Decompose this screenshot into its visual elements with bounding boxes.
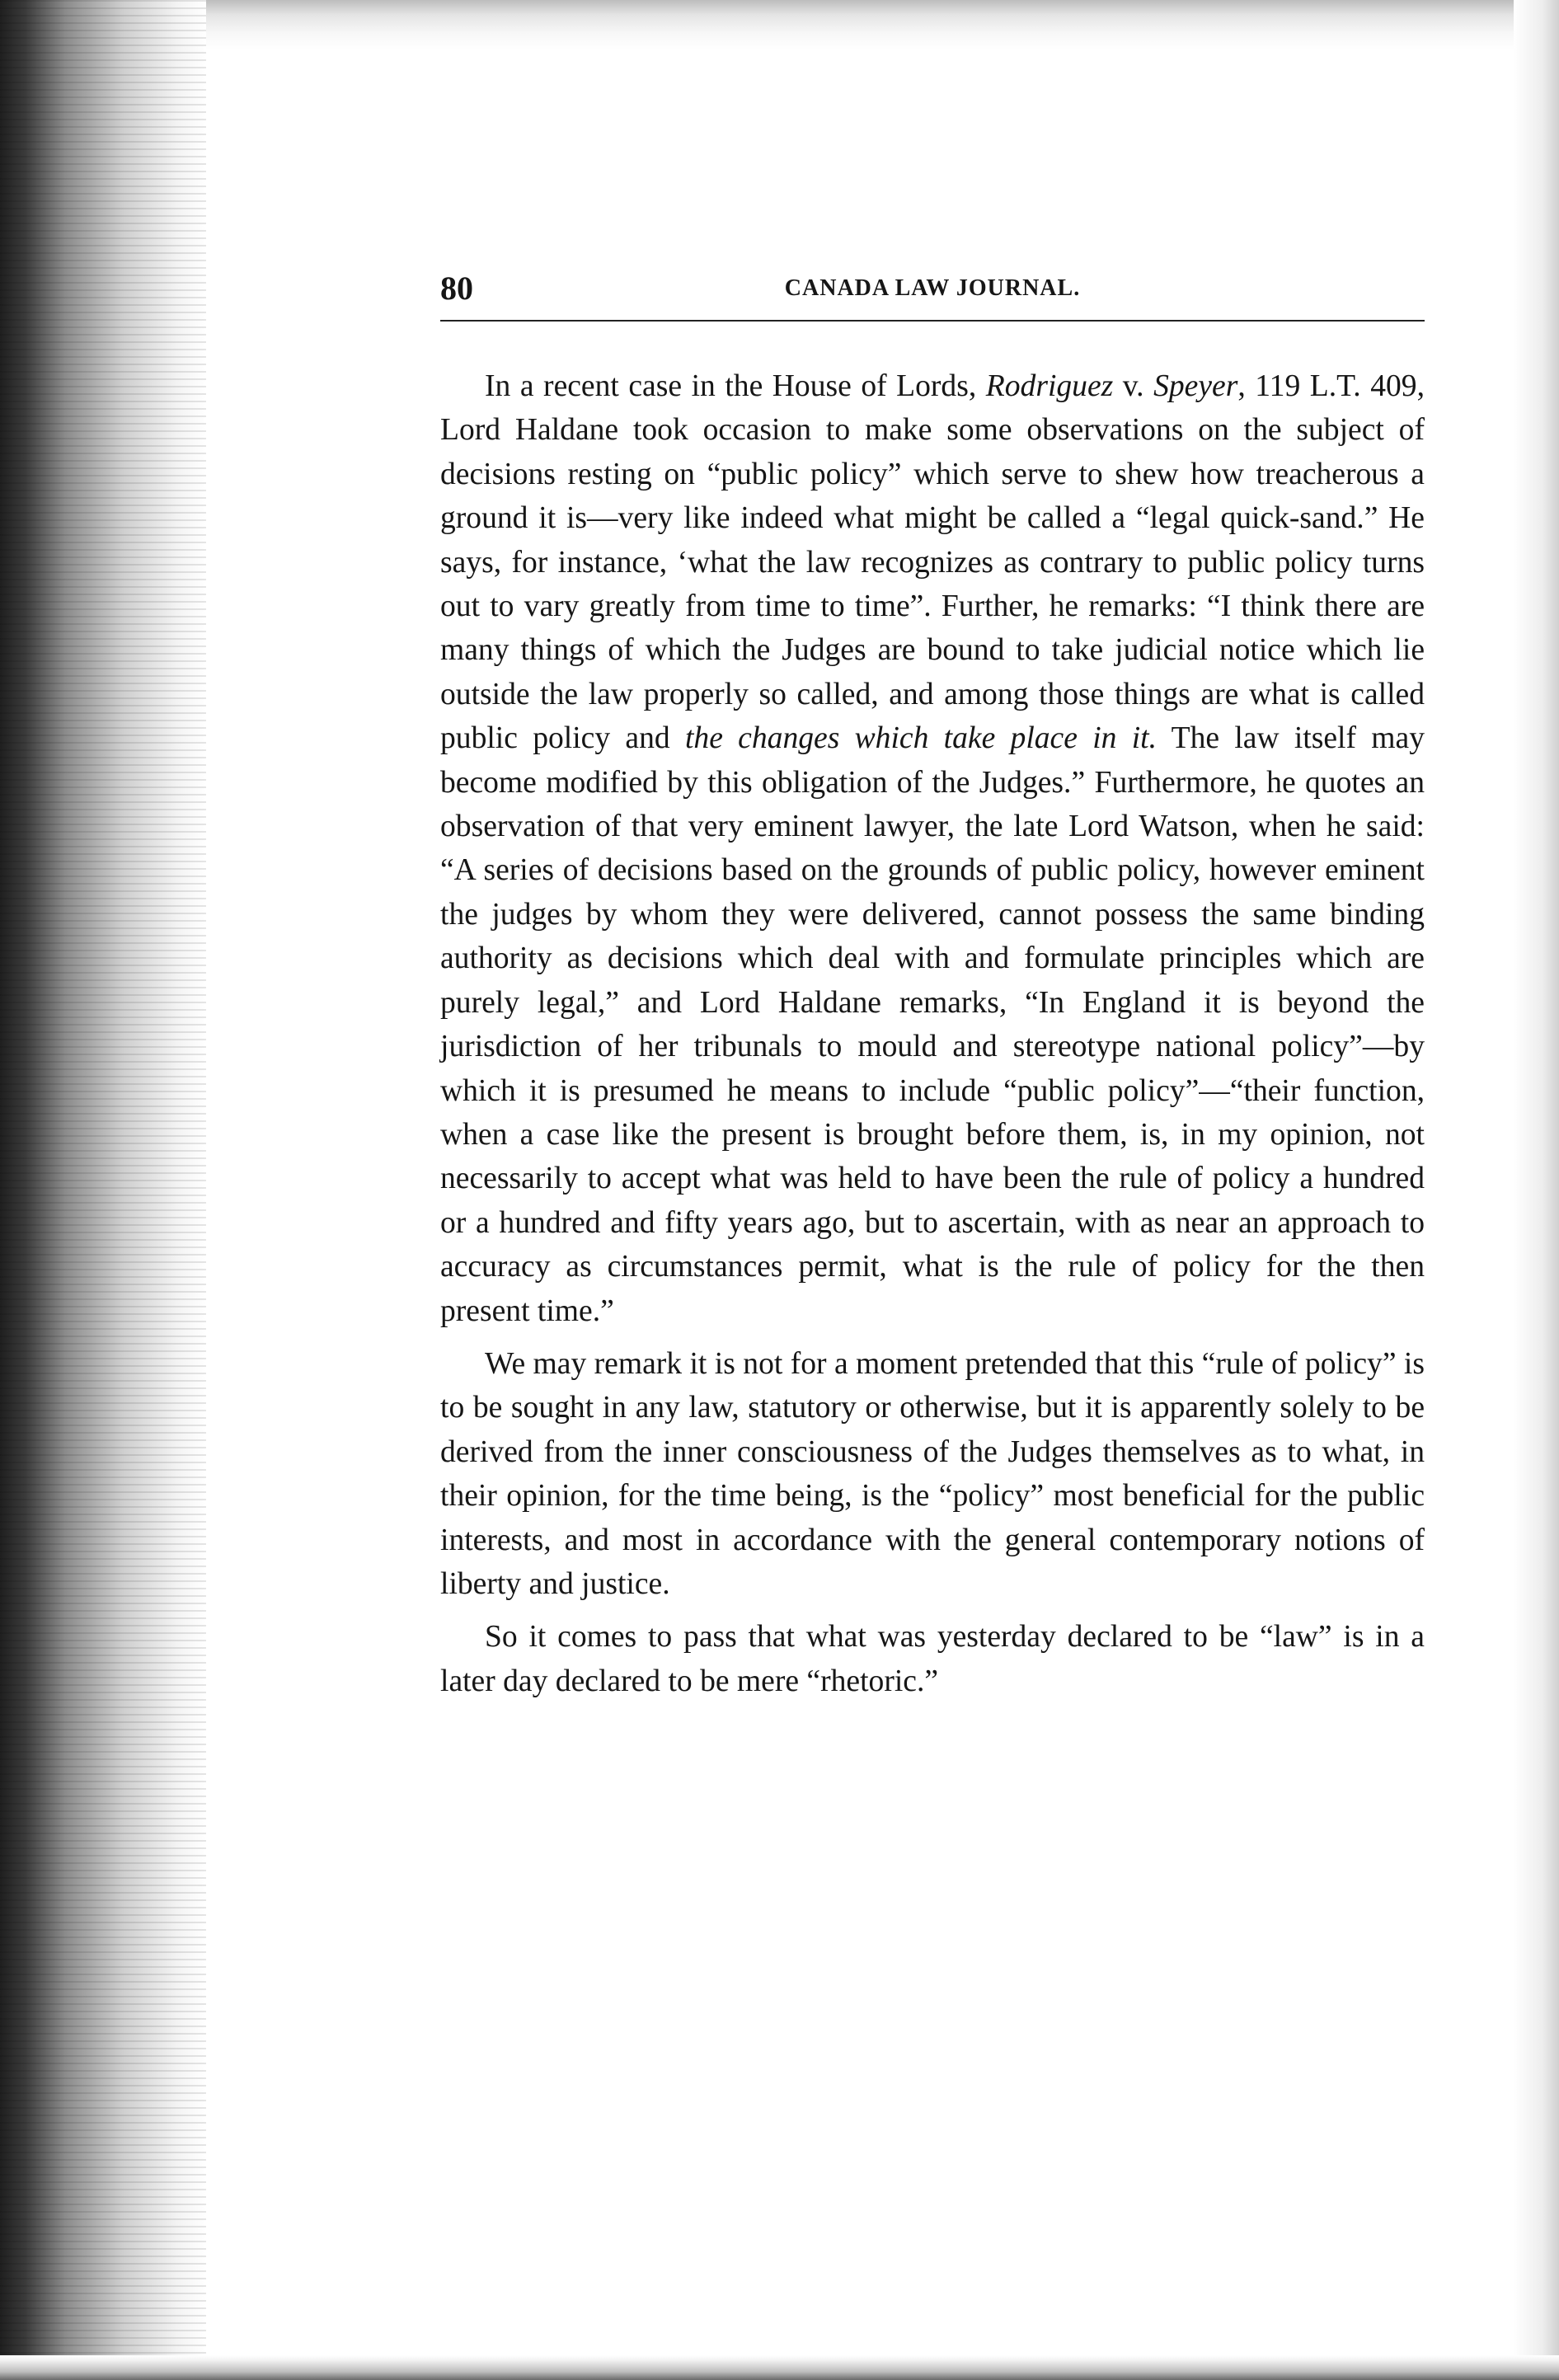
scan-left-edge [0, 0, 206, 2380]
journal-page [440, 264, 1425, 1703]
text-segment: , 119 L.T. 409, Lord Haldane took occasion to make some observations on the subject of decisions resting on “public policy” which serve to shew how treacherous a ground it is—very like indeed what might be called a “legal quick-sand.” He says, for instance, ‘what the law recognizes as contrary to public policy turns out to vary greatly from time to time”. Further, he remarks: “I think there are many things of which the Judges are bound to take judicial notice which lie outside the law properly so called, and among those things are what is called public policy and [440, 369, 1425, 756]
running-head [440, 264, 1425, 317]
scan-top-edge [206, 0, 1559, 49]
scan-right-edge [1514, 0, 1559, 2380]
paragraph-haldane-observations [440, 364, 1425, 1333]
emphasized-phrase: the changes which take place in it. [684, 721, 1157, 756]
text-segment: We may remark it is not for a moment pretended that this “rule of policy” is to be sought in any law, statutory or otherwise, but it is apparently solely to be derived from the inner consciousness of the Judges themselves as to what, in their opinion, for the time being, is the “policy” most beneficial for the public interests, and most in accordance with the general contemporary notions of liberty and justice. [440, 1346, 1425, 1601]
text-segment: In a recent case in the House of Lords, [485, 369, 986, 403]
scan-bottom-edge [0, 2355, 1559, 2380]
header-rule [440, 320, 1425, 322]
paragraph-law-rhetoric [440, 1615, 1425, 1703]
page-number: 80 [440, 270, 473, 307]
text-segment: v. [1113, 369, 1154, 403]
text-segment: The law itself may become modified by this obligation of the Judges.” Furthermore, he quotes an observation of that very eminent lawyer, the late Lord Watson, when he said: “A series of decisions based on the grounds of public policy, however eminent the judges by whom they were delivered, cannot possess the same binding authority as decisions which deal with and formulate principles which are purely legal,” and Lord Haldane remarks, “In England it is beyond the jurisdiction of her tribunals to mould and stereotype national policy”—by which it is presumed he means to include “public policy”—“their function, when a case like the present is brought before them, is, in my opinion, not necessarily to accept what was held to have been the rule of policy a hundred or a hundred and fifty years ago, but to ascertain, with as near an approach to accuracy as circumstances permit, what is the rule of policy for the then present time.” [440, 721, 1425, 1328]
case-party-name: Speyer [1153, 369, 1238, 403]
body-text [440, 364, 1425, 1703]
paragraph-rule-of-policy [440, 1342, 1425, 1606]
case-party-name: Rodriguez [985, 369, 1114, 403]
text-segment: So it comes to pass that what was yesterday declared to be “law” is in a later day declared to be mere “rhetoric.” [440, 1620, 1425, 1698]
journal-title: CANADA LAW JOURNAL. [784, 275, 1081, 301]
